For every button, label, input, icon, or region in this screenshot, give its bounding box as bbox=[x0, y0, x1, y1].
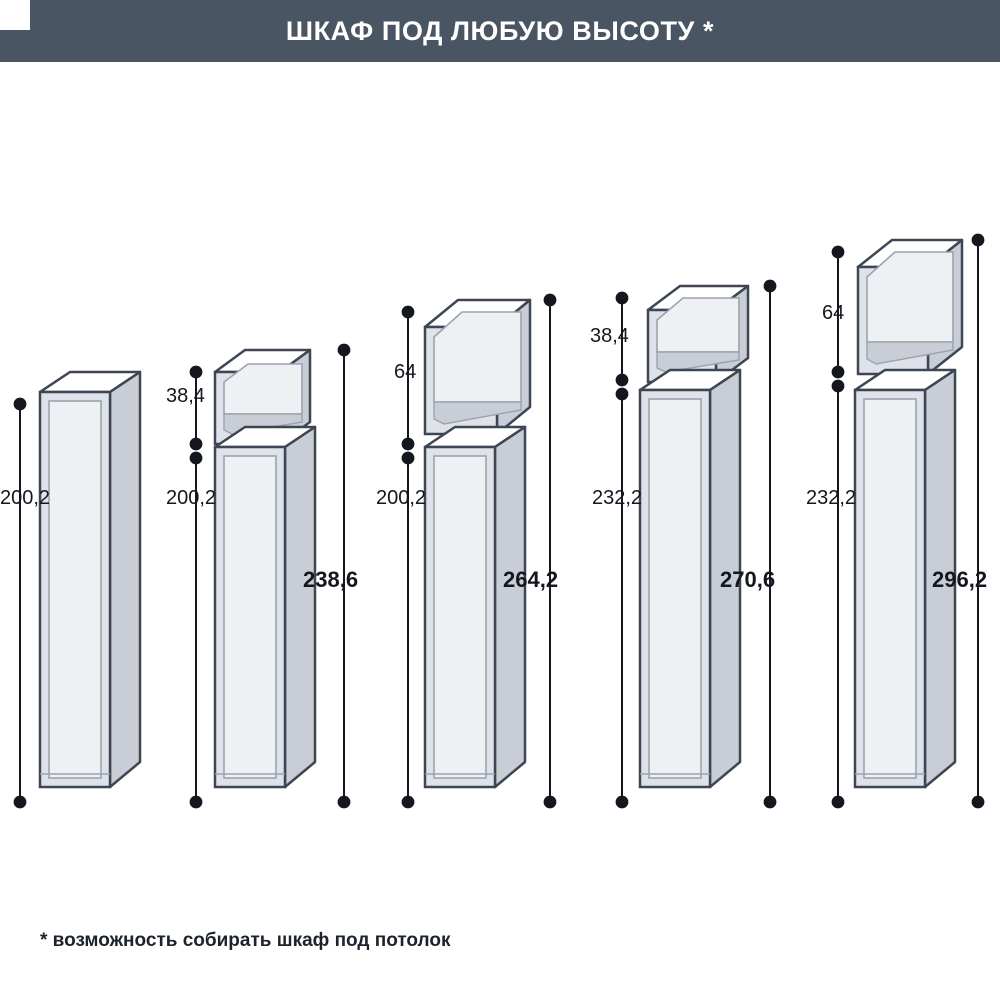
cabinet-column-4 bbox=[622, 286, 770, 802]
dim-label-base-2: 200,2 bbox=[166, 487, 217, 509]
dim-label-base-4: 232,2 bbox=[592, 487, 643, 509]
dim-label-base-1: 200,2 bbox=[0, 487, 51, 509]
dim-label-total-2: 238,6 bbox=[303, 567, 359, 592]
dim-label-top-5: 64 bbox=[822, 302, 845, 324]
cabinet-column-5 bbox=[838, 240, 978, 802]
dim-label-base-5: 232,2 bbox=[806, 487, 857, 509]
dim-label-total-3: 264,2 bbox=[503, 567, 559, 592]
dim-label-top-3: 64 bbox=[394, 361, 417, 383]
cabinet-column-3 bbox=[408, 300, 550, 802]
header-bar bbox=[0, 0, 1000, 62]
dim-label-base-3: 200,2 bbox=[376, 487, 427, 509]
page-title: ШКАФ ПОД ЛЮБУЮ ВЫСОТУ * bbox=[285, 15, 715, 46]
dim-label-total-4: 270,6 bbox=[720, 567, 776, 592]
footnote-text: * возможность собирать шкаф под потолок bbox=[40, 930, 451, 951]
dim-label-total-5: 296,2 bbox=[932, 567, 988, 592]
diagram-stage bbox=[0, 62, 1000, 932]
dim-label-top-4: 38,4 bbox=[590, 325, 629, 347]
corner-notch bbox=[0, 0, 30, 30]
cabinet-column-1 bbox=[20, 372, 140, 802]
dim-label-top-2: 38,4 bbox=[166, 385, 205, 407]
